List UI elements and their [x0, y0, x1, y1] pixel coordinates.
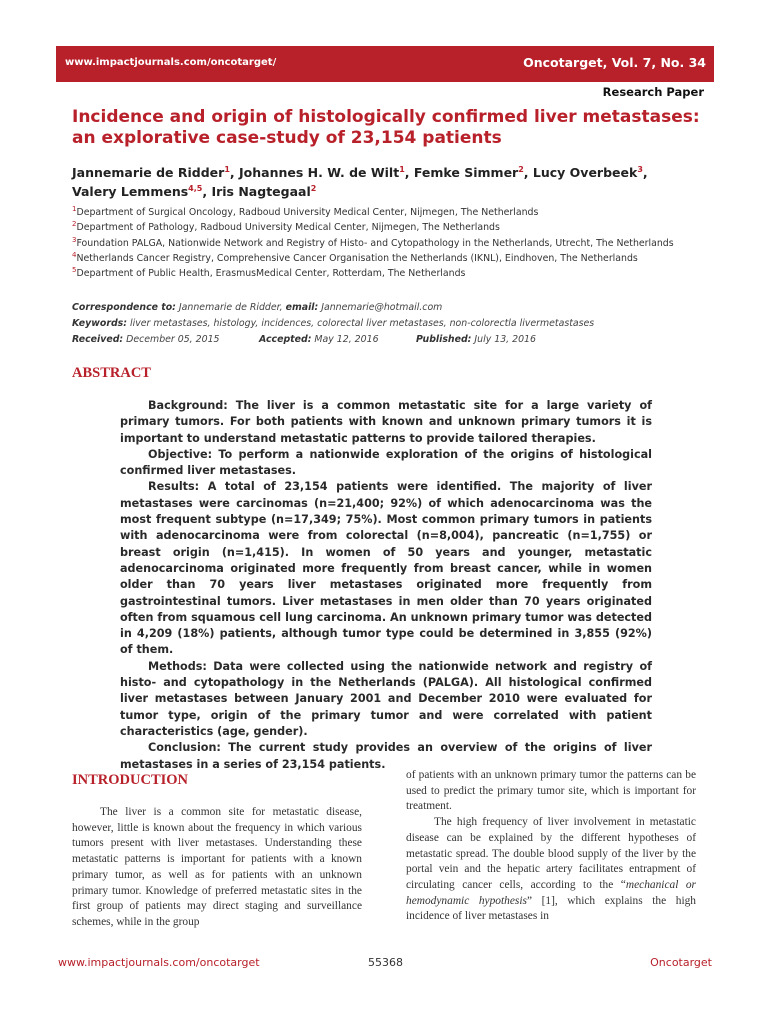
- page-number: 55368: [368, 956, 403, 969]
- published-label: Published:: [416, 334, 472, 345]
- affiliation-number: 3: [72, 235, 77, 244]
- affiliation-text: Department of Pathology, Radboud University Medical Center, Nijmegen, The Netherlands: [76, 222, 500, 234]
- journal-volume: Oncotarget, Vol. 7, No. 34: [523, 55, 706, 70]
- author-affil-ref: 2: [310, 183, 317, 193]
- author-separator: ,: [229, 165, 240, 180]
- affiliation: [72, 236, 722, 251]
- affiliations: [72, 205, 722, 281]
- journal-banner: [56, 46, 714, 82]
- correspondence-label: Correspondence to:: [72, 302, 176, 313]
- intro-paragraph-2-start: The high frequency of liver involvement in metastatic disease can be explained by the different hypotheses of metastatic spread. The double blood supply of the liver by the portal vein and the hepatic artery facilitates entrapment of circulating cancer cells, according to the “: [406, 816, 696, 891]
- intro-paragraph-2-end: ” [1], which explains the high incidence of liver metastases in: [406, 894, 696, 923]
- journal-url[interactable]: www.impactjournals.com/oncotarget/: [65, 57, 277, 68]
- affiliation-text: Department of Surgical Oncology, Radboud University Medical Center, Nijmegen, The Netherlands: [76, 207, 539, 218]
- author-affil-ref: 3: [637, 164, 643, 174]
- title-line-1: Incidence and origin of histologically confirmed liver metastases:: [72, 107, 700, 127]
- author-name: Johannes H. W. de Wilt: [239, 165, 400, 180]
- affiliation-text: Foundation PALGA, Nationwide Network and Registry of Histo- and Cytopathology in the Netherlands, Utrecht, The Netherlands: [76, 237, 674, 249]
- abstract-methods: Methods: Data were collected using the nationwide network and registry of histo- and cytopathology in the Netherlands (PALGA). All histological confirmed liver metastases between January 2001 and December 2010 were evaluated for tumor type, origin of the primary tumor and were correlated with patient characteristics (age, gender).: [120, 659, 652, 738]
- author-name: Lucy Overbeek: [532, 165, 638, 180]
- accepted-date: [259, 334, 416, 345]
- affiliation-number: 4: [72, 250, 77, 259]
- intro-paragraph-2: [406, 815, 696, 925]
- intro-paragraph: The liver is a common site for metastatic disease, however, little is known about the frequency in which various tumors present with liver metastases. Understanding these metastatic patterns is important for patients with a known primary tumor, as well as for patients with an unknown primary tumor. Knowledge of preferred metastatic sites in the first group of patients may direct staging and surveillance schemes, while in the group: [72, 806, 362, 928]
- email-label: email:: [285, 302, 319, 313]
- article-title: [72, 107, 712, 149]
- received-label: Received:: [72, 334, 124, 345]
- published-value: July 13, 2016: [471, 334, 536, 345]
- affiliation: [72, 205, 722, 220]
- intro-paragraph-continued: of patients with an unknown primary tumor the patterns can be used to predict the primary tumor site, which is important for treatment.: [406, 769, 696, 813]
- keywords-text: liver metastases, histology, incidences, colorectal liver metastases, non-colorectla livermetastases: [127, 318, 595, 329]
- hypothesis-term: mechanical or hemodynamic hypothesis: [406, 878, 696, 907]
- paper-type: Research Paper: [602, 85, 704, 99]
- author-affil-ref: 1: [399, 164, 405, 174]
- body-column-right: [406, 768, 696, 925]
- correspondence: [72, 300, 722, 316]
- correspondence-email[interactable]: Jannemarie@hotmail.com: [318, 302, 443, 313]
- abstract-heading: ABSTRACT: [72, 365, 151, 381]
- correspondence-name: Jannemarie de Ridder,: [175, 302, 286, 313]
- author-affil-ref: 2: [518, 164, 524, 174]
- author-separator: ,: [404, 165, 414, 180]
- affiliation-text: Department of Public Health, ErasmusMedical Center, Rotterdam, The Netherlands: [76, 268, 466, 280]
- keywords: [72, 316, 722, 332]
- abstract-conclusion: Conclusion: The current study provides an overview of the origins of liver metastases in a series of 23,154 patients.: [120, 741, 652, 771]
- author-separator: ,: [202, 184, 212, 199]
- author-affil-ref: 1: [224, 164, 230, 174]
- keywords-label: Keywords:: [72, 318, 127, 329]
- footer-url[interactable]: www.impactjournals.com/oncotarget: [58, 956, 260, 969]
- footer-journal: Oncotarget: [650, 956, 712, 969]
- affiliation: [72, 251, 722, 266]
- abstract-background: Background: The liver is a common metastatic site for a large variety of primary tumors. For both patients with known and unknown primary tumors it is important to understand metastatic patterns to provide tailored therapies.: [120, 399, 652, 445]
- author-list: [72, 163, 712, 201]
- title-line-2: an explorative case-study of 23,154 patients: [72, 128, 502, 148]
- author-name: Valery Lemmens: [72, 184, 189, 199]
- author-name: Jannemarie de Ridder: [72, 165, 225, 180]
- author-separator: ,: [523, 165, 533, 180]
- accepted-label: Accepted:: [259, 334, 312, 345]
- affiliation: [72, 220, 722, 235]
- author-name: Femke Simmer: [413, 165, 519, 180]
- article-dates: [72, 334, 536, 345]
- received-date: [72, 334, 259, 345]
- author-affil-ref: 4,5: [188, 183, 203, 193]
- abstract-body: [120, 398, 652, 773]
- affiliation-number: 2: [72, 220, 77, 229]
- abstract-objective: Objective: To perform a nationwide exploration of the origins of histological confirmed liver metastases.: [120, 447, 652, 478]
- affiliation-number: 1: [72, 204, 77, 213]
- article-meta: [72, 300, 722, 332]
- affiliation-text: Netherlands Cancer Registry, Comprehensive Cancer Organisation the Netherlands (IKNL), Eindhoven, The Netherlands: [76, 252, 638, 264]
- accepted-value: May 12, 2016: [311, 334, 379, 345]
- affiliation: [72, 266, 722, 281]
- introduction-heading: INTRODUCTION: [72, 772, 189, 788]
- author-name: Iris Nagtegaal: [211, 184, 311, 199]
- affiliation-number: 5: [72, 266, 77, 275]
- author-separator: ,: [642, 165, 648, 180]
- body-column-left: [72, 805, 362, 931]
- abstract-results: Results: A total of 23,154 patients were identified. The majority of liver metastases were carcinomas (n=21,400; 92%) of which adenocarcinoma was the most frequent subtype (n=17,349; 75%). Most common primary tumors in patients with adenocarcinoma were from colorectal (n=8,004), pancreatic (n=1,755) or breast origin (n=1,415). In women of 50 years and younger, metastatic adenocarcinoma originated more frequently from breast cancer, while in women older than 70 years liver metastases originated more frequently from gastrointestinal tumors. Liver metastases in men older than 70 years originated often from squamous cell lung carcinoma. An unknown primary tumor was detected in 4,209 (18%) patients, although tumor type could be determined in 3,855 (92%) of them.: [120, 480, 652, 657]
- published-date: [416, 334, 536, 345]
- received-value: December 05, 2015: [123, 334, 220, 345]
